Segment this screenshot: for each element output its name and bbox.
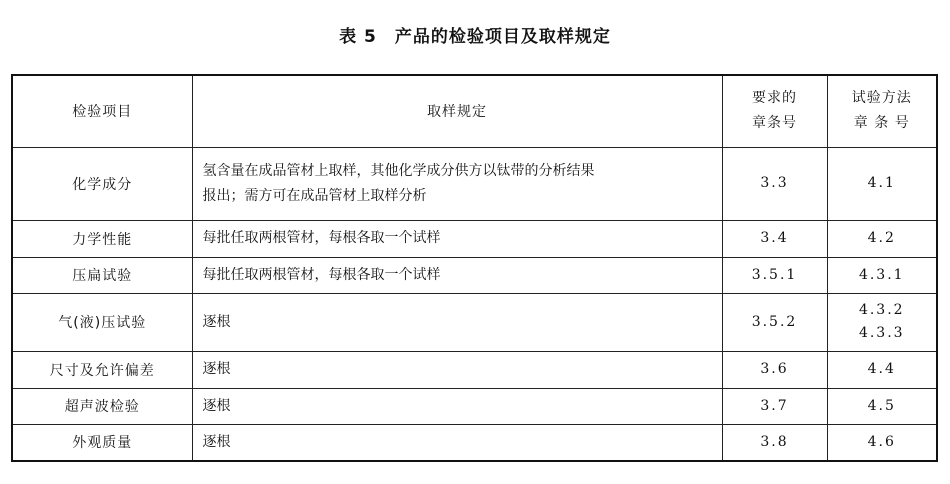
cell-item: 压扁试验: [12, 257, 192, 293]
header-test-line1: 试验方法: [851, 90, 912, 107]
table-row: [12, 147, 937, 220]
cell-rule: 每批任取两根管材，每根各取一个试样: [192, 257, 722, 293]
header-req-line1: 要求的: [752, 90, 797, 107]
cell-rule: 逐根: [192, 351, 722, 388]
cell-test: 4.6: [827, 424, 937, 461]
table-row: [12, 220, 937, 257]
table-row: [12, 257, 937, 293]
cell-req: 3.6: [722, 351, 827, 388]
cell-test: 4.2: [827, 220, 937, 257]
cell-test: [827, 293, 937, 351]
cell-test: 4.1: [827, 147, 937, 220]
table-header-row: [12, 75, 937, 147]
cell-rule: 每批任取两根管材，每根各取一个试样: [192, 220, 722, 257]
cell-req: 3.5.2: [722, 293, 827, 351]
cell-item: 超声波检验: [12, 388, 192, 424]
header-req: [722, 75, 827, 147]
cell-test: 4.5: [827, 388, 937, 424]
cell-item: 气(液)压试验: [12, 293, 192, 351]
cell-test-line1: 4.3.2: [858, 302, 905, 318]
inspection-table: [11, 74, 938, 462]
header-item: 检验项目: [12, 75, 192, 147]
table-row: [12, 293, 937, 351]
header-req-line2: 章条号: [752, 115, 797, 132]
table-title: 表 5 产品的检验项目及取样规定: [339, 27, 611, 47]
cell-rule: 逐根: [192, 388, 722, 424]
cell-item: 力学性能: [12, 220, 192, 257]
cell-item: 尺寸及允许偏差: [12, 351, 192, 388]
table-row: [12, 351, 937, 388]
cell-rule-line2: 报出；需方可在成品管材上取样分析: [202, 187, 427, 204]
cell-test: 4.4: [827, 351, 937, 388]
cell-item: 化学成分: [12, 147, 192, 220]
cell-rule: 逐根: [192, 293, 722, 351]
cell-item: 外观质量: [12, 424, 192, 461]
table-row: [12, 424, 937, 461]
cell-req: 3.8: [722, 424, 827, 461]
cell-test-line2: 4.3.3: [858, 325, 905, 341]
cell-rule: [192, 147, 722, 220]
cell-req: 3.5.1: [722, 257, 827, 293]
cell-rule: 逐根: [192, 424, 722, 461]
cell-req: 3.4: [722, 220, 827, 257]
cell-req: 3.3: [722, 147, 827, 220]
header-rule: 取样规定: [192, 75, 722, 147]
cell-test: 4.3.1: [827, 257, 937, 293]
cell-rule-line1: 氢含量在成品管材上取样，其他化学成分供方以钛带的分析结果: [202, 162, 595, 179]
header-test: [827, 75, 937, 147]
cell-req: 3.7: [722, 388, 827, 424]
table-row: [12, 388, 937, 424]
header-test-line2: 章 条 号: [853, 115, 910, 132]
